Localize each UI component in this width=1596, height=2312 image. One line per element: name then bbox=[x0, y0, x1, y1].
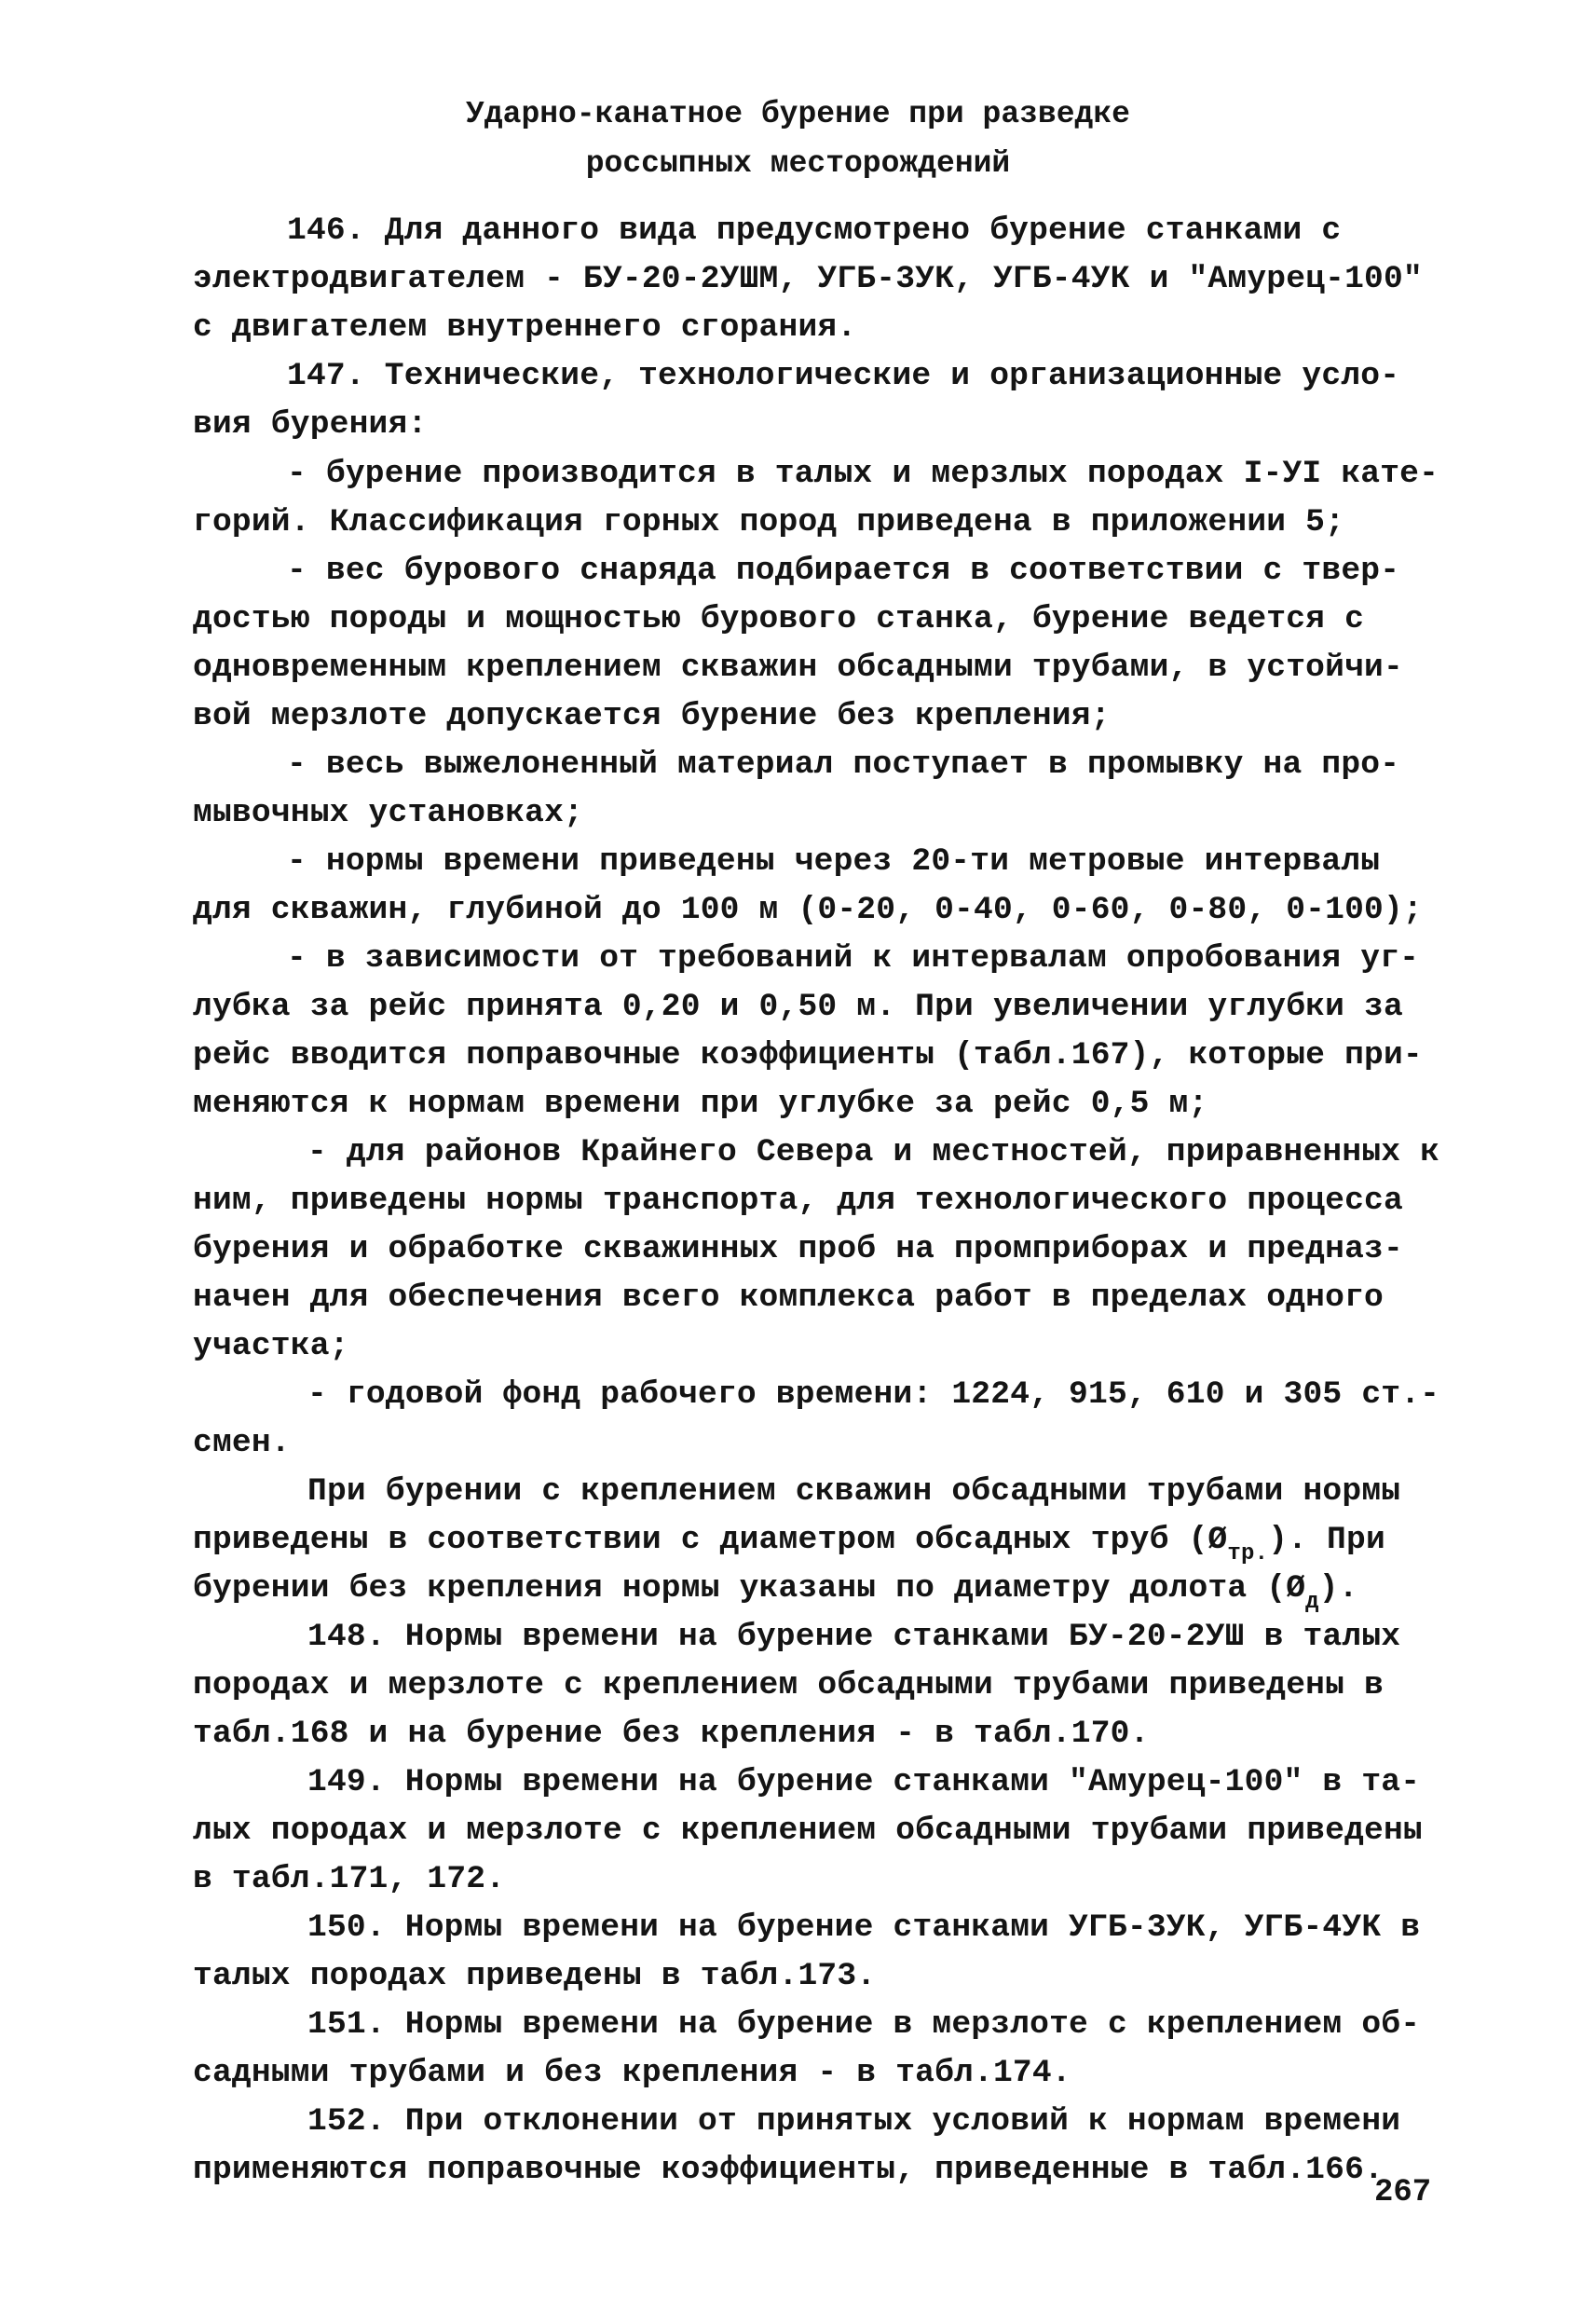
list-item-5-line-4: меняются к нормам времени при углубке за рейс 0,5 м; bbox=[193, 1086, 1208, 1122]
list-item-4-line-1: - нормы времени приведены через 20-ти метровые интервалы bbox=[287, 843, 1381, 880]
paragraph-casing-line-3 bbox=[193, 1565, 1358, 1616]
list-item-6-line-4: начен для обеспечения всего комплекса работ в пределах одного bbox=[193, 1279, 1384, 1316]
list-item-6-line-3: бурения и обработке скважинных проб на промприборах и предназ- bbox=[193, 1231, 1403, 1267]
paragraph-150-line-1: 150. Нормы времени на бурение станками УГБ-3УК, УГБ-4УК в bbox=[307, 1909, 1421, 1946]
list-item-7-line-1: - годовой фонд рабочего времени: 1224, 915, 610 и 305 ст.- bbox=[307, 1376, 1440, 1413]
paragraph-149-line-3: в табл.171, 172. bbox=[193, 1861, 506, 1897]
paragraph-152-line-2: применяются поправочные коэффициенты, приведенные в табл.166. bbox=[193, 2152, 1384, 2188]
section-title-line-1: Ударно-канатное бурение при разведке bbox=[466, 97, 1130, 131]
paragraph-151-line-2: садными трубами и без крепления - в табл.174. bbox=[193, 2055, 1071, 2091]
list-item-3-line-1: - весь выжелоненный материал поступает в промывку на про- bbox=[287, 746, 1400, 783]
paragraph-casing-line-1: При бурении с креплением скважин обсадными трубами нормы bbox=[307, 1473, 1401, 1510]
paragraph-casing-line-2 bbox=[193, 1516, 1385, 1567]
casing-subscript: тр. bbox=[1227, 1541, 1269, 1566]
casing-text-part-2: ). При bbox=[1268, 1522, 1385, 1558]
paragraph-151-line-1: 151. Нормы времени на бурение в мерзлоте с креплением об- bbox=[307, 2006, 1421, 2043]
paragraph-148-line-3: табл.168 и на бурение без крепления - в табл.170. bbox=[193, 1716, 1150, 1752]
bit-subscript: д bbox=[1305, 1590, 1319, 1615]
page-number: 267 bbox=[1374, 2175, 1432, 2210]
paragraph-146-line-2: электродвигателем - БУ-20-2УШМ, УГБ-3УК, УГБ-4УК и "Амурец-100" bbox=[193, 261, 1423, 297]
paragraph-146-line-1: 146. Для данного вида предусмотрено бурение станками с bbox=[287, 212, 1342, 249]
paragraph-148-line-2: породах и мерзлоте с креплением обсадными трубами приведены в bbox=[193, 1667, 1384, 1703]
list-item-2-line-3: одновременным креплением скважин обсадными трубами, в устойчи- bbox=[193, 650, 1403, 686]
section-title-line-2: россыпных месторождений bbox=[585, 146, 1011, 181]
list-item-5-line-3: рейс вводится поправочные коэффициенты (табл.167), которые при- bbox=[193, 1037, 1423, 1074]
list-item-6-line-2: ним, приведены нормы транспорта, для технологического процесса bbox=[193, 1183, 1403, 1219]
paragraph-150-line-2: талых породах приведены в табл.173. bbox=[193, 1958, 877, 1994]
paragraph-149-line-2: лых породах и мерзлоте с креплением обсадными трубами приведены bbox=[193, 1813, 1423, 1849]
list-item-2-line-2: достью породы и мощностью бурового станка, бурение ведется с bbox=[193, 601, 1365, 637]
list-item-1-line-2: горий. Классификация горных пород приведена в приложении 5; bbox=[193, 504, 1345, 540]
list-item-6-line-5: участка; bbox=[193, 1328, 349, 1364]
paragraph-152-line-1: 152. При отклонении от принятых условий к нормам времени bbox=[307, 2103, 1401, 2140]
casing-text-part-1: приведены в соответствии с диаметром обсадных труб (Ø bbox=[193, 1522, 1228, 1558]
bit-text-part-2: ). bbox=[1318, 1570, 1358, 1607]
list-item-4-line-2: для скважин, глубиной до 100 м (0-20, 0-40, 0-60, 0-80, 0-100); bbox=[193, 892, 1423, 928]
paragraph-149-line-1: 149. Нормы времени на бурение станками "Амурец-100" в та- bbox=[307, 1764, 1421, 1800]
list-item-2-line-4: вой мерзлоте допускается бурение без крепления; bbox=[193, 698, 1111, 734]
list-item-3-line-2: мывочных установках; bbox=[193, 795, 584, 831]
list-item-7-line-2: смен. bbox=[193, 1425, 291, 1461]
paragraph-146-line-3: с двигателем внутреннего сгорания. bbox=[193, 309, 857, 346]
list-item-1-line-1: - бурение производится в талых и мерзлых породах I-УI кате- bbox=[287, 456, 1439, 492]
paragraph-147-line-2: вия бурения: bbox=[193, 406, 428, 443]
list-item-5-line-2: лубка за рейс принята 0,20 и 0,50 м. При увеличении углубки за bbox=[193, 989, 1403, 1025]
paragraph-147-line-1: 147. Технические, технологические и организационные усло- bbox=[287, 358, 1400, 394]
bit-text-part-1: бурении без крепления нормы указаны по диаметру долота (Ø bbox=[193, 1570, 1306, 1607]
list-item-2-line-1: - вес бурового снаряда подбирается в соответствии с твер- bbox=[287, 553, 1400, 589]
paragraph-148-line-1: 148. Нормы времени на бурение станками БУ-20-2УШ в талых bbox=[307, 1619, 1401, 1655]
list-item-6-line-1: - для районов Крайнего Севера и местностей, приравненных к bbox=[307, 1134, 1440, 1170]
list-item-5-line-1: - в зависимости от требований к интервалам опробования уг- bbox=[287, 940, 1420, 977]
